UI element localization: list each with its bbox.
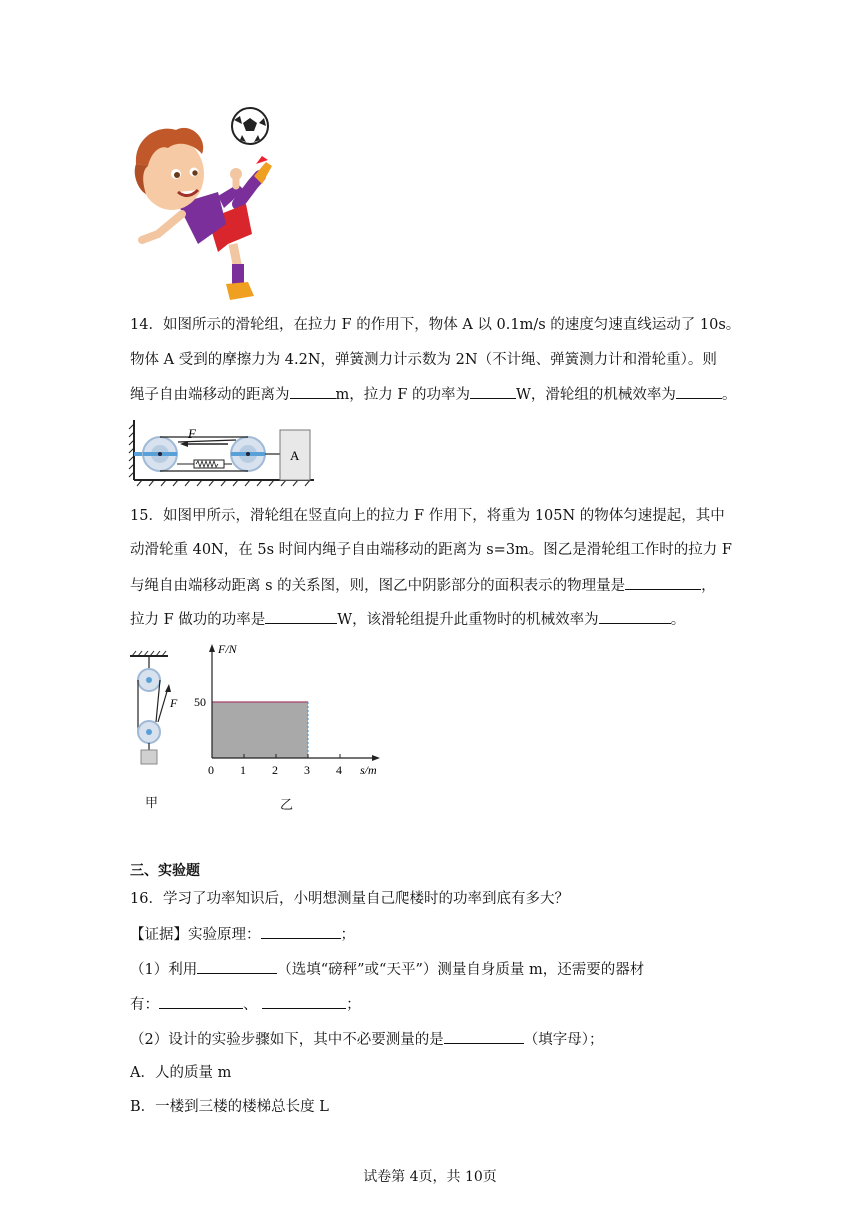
soccer-ball-icon bbox=[232, 108, 268, 144]
q14-blank-distance[interactable] bbox=[290, 384, 336, 399]
q14-block-label: A bbox=[290, 448, 300, 463]
q15-blank-efficiency[interactable] bbox=[599, 609, 671, 624]
q15-caption-yi: 乙 bbox=[280, 798, 294, 813]
q16-line-2: 【证据】实验原理： ； bbox=[130, 924, 355, 945]
q14-line-2: 物体 A 受到的摩擦力为 4.2N，弹簧测力计示数为 2N（不计绳、弹簧测力计和滑轮重）。则 bbox=[130, 352, 717, 368]
q16-line-4: 有： 、 ； bbox=[130, 994, 361, 1015]
q15-blank-quantity[interactable] bbox=[625, 575, 701, 590]
section-title: 三、实验题 bbox=[130, 863, 200, 879]
q15-line-2: 动滑轮重 40N，在 5s 时间内绳子自由端移动的距离为 s=3m。图乙是滑轮组工作时的拉力 F bbox=[130, 542, 732, 558]
page-footer: 试卷第 4页，共 10页 bbox=[363, 1169, 497, 1185]
y-axis-label: F/N bbox=[218, 642, 237, 656]
q15-figure-jia bbox=[128, 650, 188, 770]
q16-blank-unnecessary[interactable] bbox=[444, 1029, 524, 1044]
x-tick-label: 0 bbox=[208, 763, 214, 777]
q16-option-b: B．一楼到三楼的楼梯总长度 L bbox=[130, 1099, 329, 1115]
q16-blank-equipment-1[interactable] bbox=[159, 994, 243, 1009]
q16-blank-equipment-2[interactable] bbox=[262, 994, 346, 1009]
q15-line-4: 拉力 F 做功的功率是 W，该滑轮组提升此重物时的机械效率为 。 bbox=[130, 609, 685, 630]
q16-line-3: （1）利用 （选填“磅秤”或“天平”）测量自身质量 m，还需要的器材 bbox=[130, 959, 644, 980]
x-tick-label: 3 bbox=[304, 763, 310, 777]
q14-line-3: 绳子自由端移动的距离为 m，拉力 F 的功率为 W，滑轮组的机械效率为 。 bbox=[130, 384, 736, 405]
q14-blank-power[interactable] bbox=[470, 384, 516, 399]
q15-line-1: 15．如图甲所示，滑轮组在竖直向上的拉力 F 作用下，将重为 105N 的物体匀速提起，其中 bbox=[130, 508, 725, 524]
q14-line-1: 14．如图所示的滑轮组，在拉力 F 的作用下，物体 A 以 0.1m/s 的速度匀速直线运动了 10s。 bbox=[130, 317, 741, 333]
q14-blank-efficiency[interactable] bbox=[676, 384, 722, 399]
x-tick-label: 1 bbox=[240, 763, 246, 777]
x-axis-label: s/m bbox=[360, 763, 377, 777]
x-axis-arrow bbox=[372, 755, 380, 761]
x-tick-label: 4 bbox=[336, 763, 342, 777]
q16-option-a: A．人的质量 m bbox=[130, 1065, 232, 1081]
q15-chart-yi bbox=[190, 640, 390, 785]
q15-line-3: 与绳自由端移动距离 s 的关系图，则，图乙中阴影部分的面积表示的物理量是 ， bbox=[130, 575, 716, 596]
q14-force-label: F bbox=[188, 426, 196, 441]
q16-blank-principle[interactable] bbox=[261, 924, 341, 939]
q16-line-5: （2）设计的实验步骤如下，其中不必要测量的是 （填字母）； bbox=[130, 1029, 603, 1050]
q16-blank-instrument[interactable] bbox=[197, 959, 277, 974]
q14-pulley-figure bbox=[128, 416, 318, 490]
soccer-boy-illustration bbox=[128, 104, 278, 304]
shaded-area bbox=[212, 702, 308, 758]
q15-blank-power[interactable] bbox=[265, 609, 337, 624]
q15-jia-force-label: F bbox=[170, 696, 178, 710]
q16-line-1: 16．学习了功率知识后，小明想测量自己爬楼时的功率到底有多大？ bbox=[130, 891, 569, 907]
y-tick-label: 50 bbox=[194, 695, 206, 709]
q15-caption-jia: 甲 bbox=[145, 796, 159, 811]
x-tick-label: 2 bbox=[272, 763, 278, 777]
y-axis-arrow bbox=[209, 644, 215, 652]
